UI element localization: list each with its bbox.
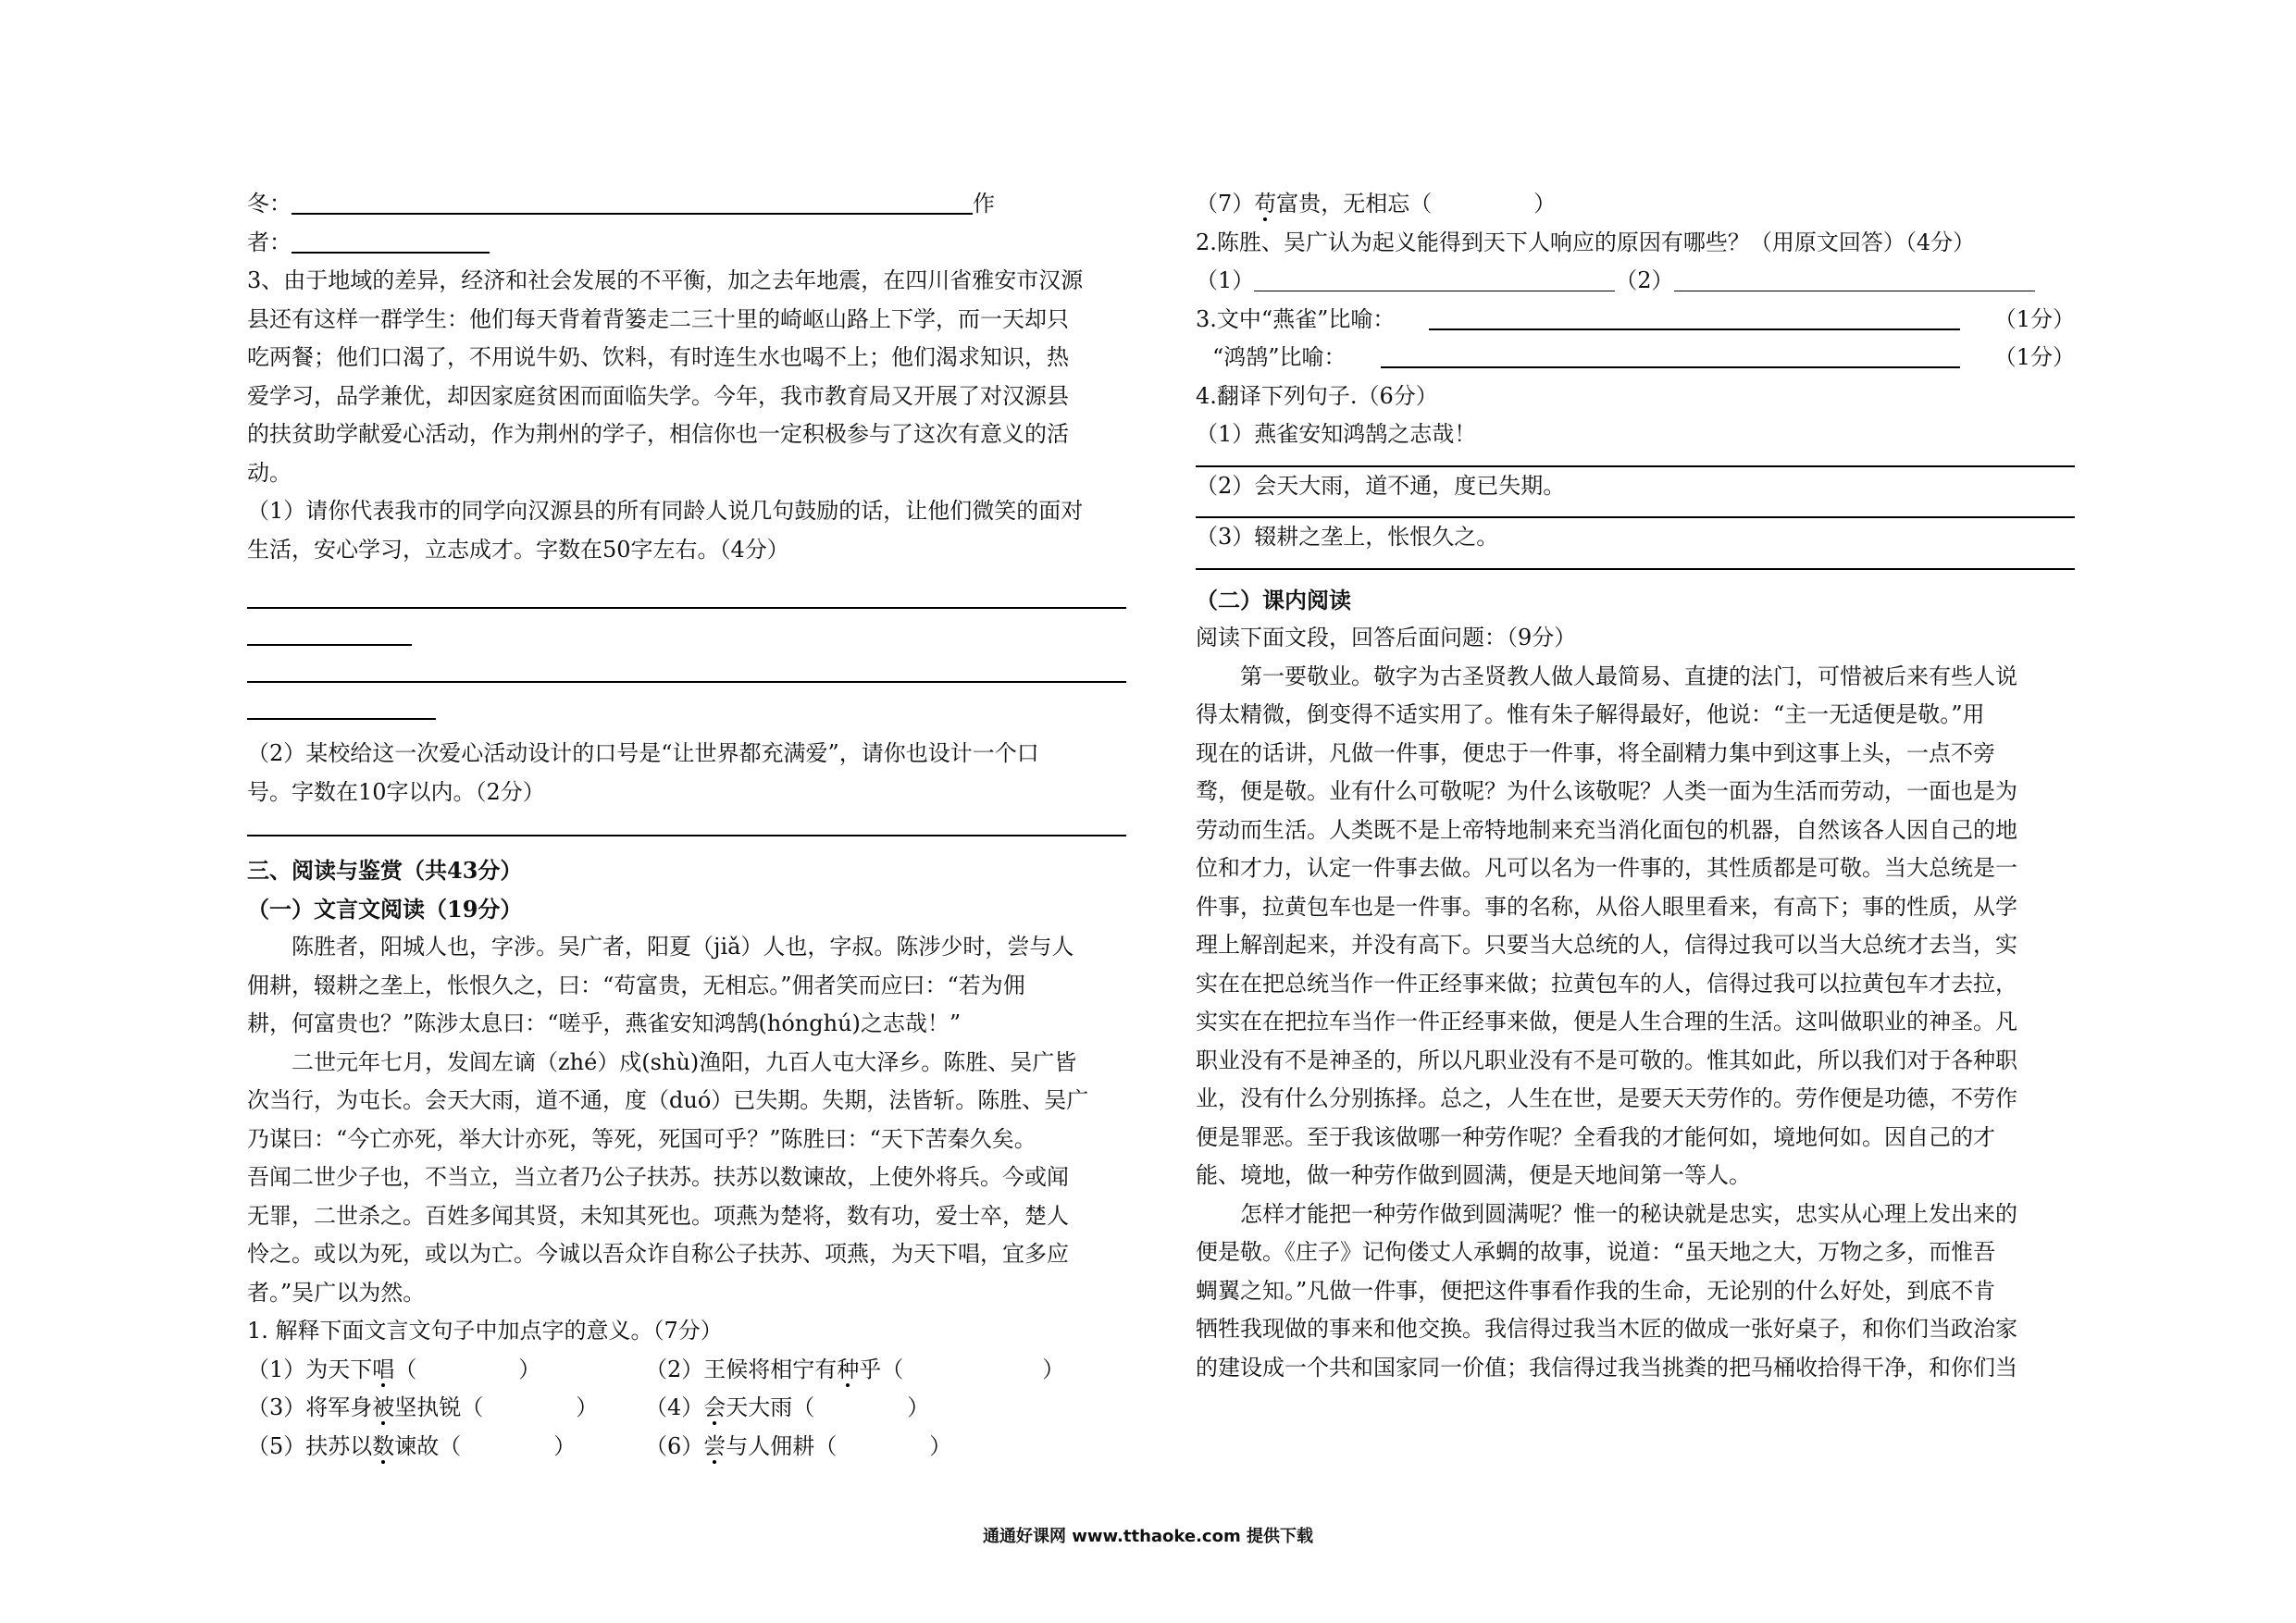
text-line: 无罪，二世杀之。百姓多闻其贤，未知其死也。项燕为楚将，数有功，爱士卒，楚人 bbox=[247, 1202, 1069, 1229]
q4-item: （1）燕雀安知鸿鹄之志哉！ bbox=[1196, 421, 1477, 447]
q3-score: （1分） bbox=[1993, 344, 2075, 370]
q2-label: （2） bbox=[1615, 267, 1674, 293]
text-line: 便是罪恶。至于我该做哪一种劳作呢？全看我的才能何如，境地何如。因自己的才 bbox=[1196, 1123, 1995, 1150]
text-line: 爱学习，品学兼优，却因家庭贫困而面临失学。今年，我市教育局又开展了对汉源县 bbox=[247, 382, 1069, 409]
dotted-char: 种 bbox=[837, 1356, 860, 1382]
q1-row bbox=[247, 1351, 1126, 1390]
q1-item bbox=[247, 1428, 645, 1467]
text-line: 的扶贫助学献爱心活动，作为荆州的学子，相信你也一定积极参与了这次有意义的活 bbox=[247, 421, 1069, 447]
winter-answer-blank[interactable] bbox=[292, 191, 973, 215]
left-column bbox=[247, 185, 1126, 1466]
text-line: 佣耕，辍耕之垄上，怅恨久之，曰：“苟富贵，无相忘。”佣者笑而应曰：“若为佣 bbox=[247, 972, 1025, 998]
q3-answer-blank[interactable] bbox=[1429, 306, 1960, 330]
item-text: （5）扶苏以 bbox=[247, 1432, 373, 1459]
dotted-char: 被 bbox=[372, 1394, 395, 1420]
q3-2-question bbox=[247, 735, 1126, 812]
item-text: ） bbox=[576, 1394, 599, 1420]
q3-answer-blank[interactable] bbox=[1381, 344, 1960, 368]
q1-row bbox=[247, 1389, 1126, 1428]
answer-line[interactable] bbox=[1196, 505, 2075, 518]
text-line: 实在在把总统当作一件正经事来做；拉黄包车的人，信得过我可以拉黄包车才去拉， bbox=[1196, 970, 2017, 997]
section2-title: （二）课内阅读 bbox=[1196, 586, 1351, 613]
text-line: 乃谋曰：“今亡亦死，举大计亦死，等死，死国可乎？”陈胜曰：“天下苦秦久矣。 bbox=[247, 1125, 1036, 1152]
item-text: （7） bbox=[1196, 191, 1255, 217]
item-text: 富贵，无相忘（ bbox=[1276, 191, 1433, 217]
item-text: （4） bbox=[645, 1394, 704, 1420]
author-suffix: 作 bbox=[973, 191, 995, 217]
classical-passage bbox=[247, 928, 1126, 1312]
q2-answer-blank[interactable] bbox=[1254, 268, 1615, 291]
q1-item bbox=[247, 1351, 645, 1390]
item-text: （2）王候将相宁有 bbox=[645, 1356, 838, 1382]
q4-item: （3）辍耕之垄上，怅恨久之。 bbox=[1196, 524, 1499, 550]
section3-title: 三、阅读与鉴赏（共43分） bbox=[247, 857, 523, 884]
answer-line[interactable] bbox=[247, 609, 412, 646]
text-line: 生活，安心学习，立志成才。字数在50字左右。（4分） bbox=[247, 536, 789, 563]
q1-item-7 bbox=[1196, 185, 2075, 224]
item-text: （1）为天下 bbox=[247, 1356, 373, 1382]
answer-line[interactable] bbox=[247, 582, 1126, 609]
author-answer-blank[interactable] bbox=[292, 229, 490, 254]
author-line bbox=[247, 224, 1126, 263]
answer-line[interactable] bbox=[247, 646, 1126, 683]
q3-line-2 bbox=[1196, 339, 2075, 378]
text-line: 劳动而生活。人类既不是上帝特地制来充当消化面包的机器，自然该各人因自己的地 bbox=[1196, 816, 2017, 843]
text-line: 3、由于地域的差异，经济和社会发展的不平衡，加之去年地震，在四川省雅安市汉源 bbox=[247, 267, 1084, 293]
page-footer: 通通好课网 www.tthaoke.com 提供下载 bbox=[983, 1527, 1313, 1546]
item-text: （3）将军身 bbox=[247, 1394, 373, 1420]
q4-item: （2）会天大雨，道不通，度已失期。 bbox=[1196, 472, 1566, 499]
q1-item bbox=[645, 1433, 951, 1459]
answer-line[interactable] bbox=[1196, 454, 2075, 467]
text-line: 职业没有不是神圣的，所以凡职业没有不是可敬的。惟其如此，所以我们对于各种职 bbox=[1196, 1047, 2017, 1073]
text-line: 二世元年七月，发闾左谪（zhé）戍(shù)渔阳，九百人屯大泽乡。陈胜、吴广皆 bbox=[292, 1048, 1077, 1075]
text-line: 动。 bbox=[247, 459, 292, 486]
section2-intro: 阅读下面文段，回答后面问题：（9分） bbox=[1196, 625, 1577, 650]
q4-title: 4.翻译下列句子.（6分） bbox=[1196, 382, 1438, 409]
text-line: 次当行，为屯长。会天大雨，道不通，度（duó）已失期。失期，法皆斩。陈胜、吴广 bbox=[247, 1087, 1089, 1113]
text-line: 吾闻二世少子也，不当立，当立者乃公子扶苏。扶苏以数谏故，上使外将兵。今或闻 bbox=[247, 1164, 1069, 1190]
answer-line[interactable] bbox=[247, 812, 1126, 836]
winter-label: 冬： bbox=[247, 191, 292, 217]
item-text: 乎（ bbox=[859, 1356, 904, 1382]
item-text: ） bbox=[907, 1394, 930, 1420]
dotted-char: 会 bbox=[703, 1394, 726, 1420]
item-text: 谏故（ bbox=[394, 1432, 462, 1459]
text-line: 件事，拉黄包车也是一件事。事的名称，从俗人眼里看来，有高下；事的性质，从学 bbox=[1196, 893, 2017, 920]
text-line: 的建设成一个共和国家同一价值；我信得过我当挑粪的把马桶收拾得干净，和你们当 bbox=[1196, 1354, 2017, 1381]
text-line: 骛，便是敬。业有什么可敬呢？为什么该敬呢？人类一面为生活而劳动，一面也是为 bbox=[1196, 778, 2017, 804]
dotted-char: 数 bbox=[372, 1432, 395, 1459]
item-text: 与人佣耕（ bbox=[726, 1432, 838, 1459]
text-line: （1）请你代表我市的同学向汉源县的所有同龄人说几句鼓励的话，让他们微笑的面对 bbox=[247, 498, 1084, 524]
q1-row bbox=[247, 1428, 1126, 1467]
answer-line[interactable] bbox=[247, 683, 436, 720]
text-line: 怜之。或以为死，或以为亡。今诚以吾众诈自称公子扶苏、项燕，为天下唱，宜多应 bbox=[247, 1241, 1069, 1267]
text-line: 吃两餐；他们口渴了，不用说牛奶、饮料，有时连生水也喝不上；他们渴求知识，热 bbox=[247, 344, 1069, 370]
text-line: 号。字数在10字以内。（2分） bbox=[247, 778, 545, 805]
q1-item bbox=[247, 1389, 645, 1428]
q2-label: （1） bbox=[1196, 267, 1255, 293]
text-line: 第一要敬业。敬字为古圣贤教人做人最简易、直捷的法门，可惜被后来有些人说 bbox=[1240, 663, 2017, 689]
item-text: ） bbox=[1042, 1356, 1065, 1382]
text-line: 者。”吴广以为然。 bbox=[247, 1279, 426, 1306]
text-line: 耕，何富贵也？”陈涉太息曰：“嗟乎，燕雀安知鸿鹄(hónghú)之志哉！” bbox=[247, 1010, 962, 1036]
q2-question: 2.陈胜、吴广认为起义能得到天下人响应的原因有哪些？（用原文回答）（4分） bbox=[1196, 229, 1976, 255]
text-line: （2）某校给这一次爱心活动设计的口号是“让世界都充满爱”，请你也设计一个口 bbox=[247, 740, 1039, 766]
q3-intro bbox=[247, 262, 1126, 492]
text-line: 蜩翼之知。”凡做一件事，便把这件事看作我的生命，无论别的什么好处，到底不肯 bbox=[1196, 1277, 1996, 1304]
text-line: 理上解剖起来，并没有高下。只要当大总统的人，信得过我可以当大总统才去当，实 bbox=[1196, 932, 2017, 958]
item-text: （ bbox=[394, 1356, 417, 1382]
q2-answers bbox=[1196, 262, 2075, 301]
text-line: 陈胜者，阳城人也，字涉。吴广者，阳夏（jiǎ）人也，字叔。陈涉少时，尝与人 bbox=[292, 934, 1074, 960]
text-line: 便是敬。《庄子》记佝偻丈人承蜩的故事，说道：“虽天地之大，万物之多，而惟吾 bbox=[1196, 1239, 1996, 1265]
answer-line[interactable] bbox=[1196, 557, 2075, 570]
text-line: 能、境地，做一种劳作做到圆满，便是天地间第一等人。 bbox=[1196, 1162, 1751, 1188]
item-text: ） bbox=[929, 1432, 952, 1459]
text-line: 怎样才能把一种劳作做到圆满呢？惟一的秘诀就是忠实，忠实从心理上发出来的 bbox=[1240, 1200, 2017, 1227]
item-text: 坚执锐（ bbox=[394, 1394, 484, 1420]
dotted-char: 尝 bbox=[703, 1432, 726, 1459]
winter-line bbox=[247, 185, 1126, 224]
q3-score: （1分） bbox=[1993, 305, 2075, 332]
q3-label: 3.文中“燕雀”比喻： bbox=[1196, 305, 1396, 332]
item-text: （6） bbox=[645, 1432, 704, 1459]
item-text: ） bbox=[1533, 191, 1557, 217]
section3-1-title: （一）文言文阅读（19分） bbox=[247, 895, 523, 923]
q3-line-1 bbox=[1196, 301, 2075, 340]
text-line: 业，没有什么分别拣择。总之，人生在世，是要天天劳作的。劳作便是功德，不劳作 bbox=[1196, 1085, 2017, 1111]
item-text: ） bbox=[518, 1356, 541, 1382]
item-text: 天大雨（ bbox=[726, 1394, 815, 1420]
text-line: 实实在在把拉车当作一件正经事来做，便是人生合理的生活。这叫做职业的神圣。凡 bbox=[1196, 1009, 2017, 1035]
text-line: 牺牲我现做的事来和他交换。我信得过我当木匠的做成一张好桌子，和你们当政治家 bbox=[1196, 1316, 2017, 1342]
text-line: 位和才力，认定一件事去做。凡可以名为一件事的，其性质都是可敬。当大总统是一 bbox=[1196, 855, 2017, 881]
dotted-char: 苟 bbox=[1254, 191, 1277, 217]
q2-answer-blank[interactable] bbox=[1674, 268, 2035, 291]
item-text: ） bbox=[553, 1432, 577, 1459]
text-line: 得太精微，倒变得不适实用了。惟有朱子解得最好，他说：“主一无适便是敬。”用 bbox=[1196, 701, 1985, 727]
modern-passage bbox=[1196, 658, 2075, 1388]
q1-title: 1. 解释下面文言文句子中加点字的意义。（7分） bbox=[247, 1318, 723, 1344]
right-column bbox=[1196, 185, 2075, 1387]
dotted-char: 唱 bbox=[372, 1356, 395, 1382]
text-line: 现在的话讲，凡做一件事，便忠于一件事，将全副精力集中到这事上头，一点不旁 bbox=[1196, 739, 1995, 766]
q3-label: “鸿鹄”比喻： bbox=[1212, 344, 1347, 370]
author-label: 者： bbox=[247, 229, 292, 255]
q3-1-question bbox=[247, 492, 1126, 569]
text-line: 县还有这样一群学生：他们每天背着背篓走二三十里的崎岖山路上下学，而一天却只 bbox=[247, 305, 1069, 332]
q1-item bbox=[645, 1357, 1064, 1382]
q1-item bbox=[645, 1394, 929, 1420]
